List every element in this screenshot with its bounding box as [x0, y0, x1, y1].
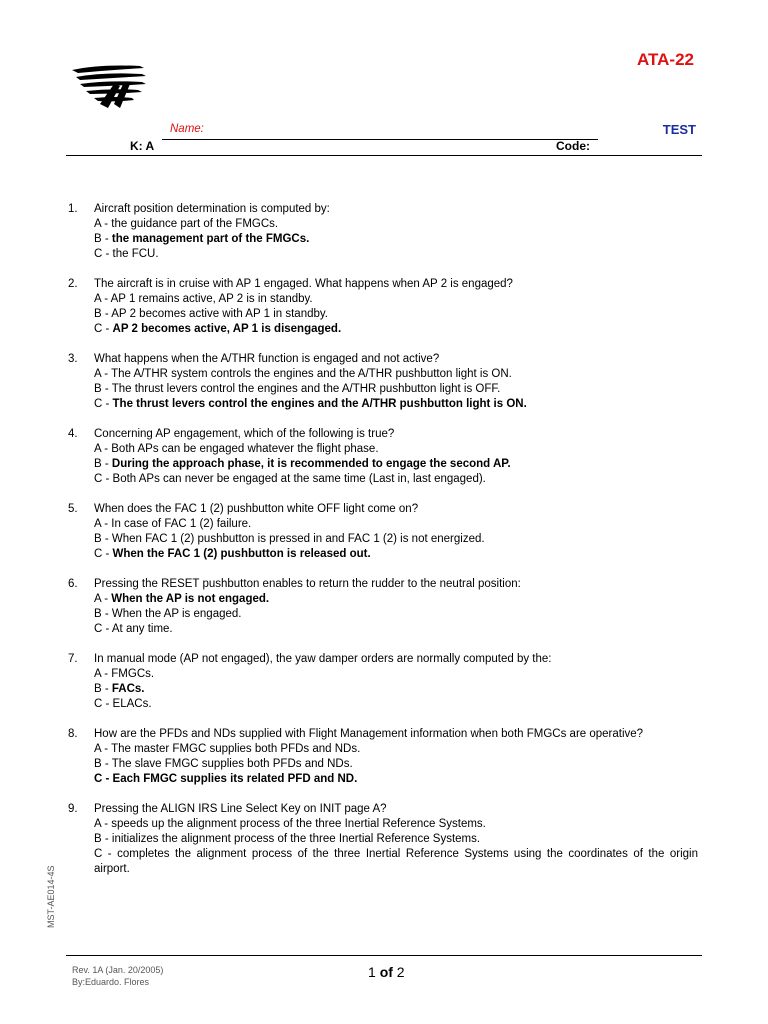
- answer-option-text: When the FAC 1 (2) pushbutton is released out.: [112, 548, 371, 560]
- page-total: 2: [396, 964, 405, 980]
- answer-option-text: completes the alignment process of the three Inertial Reference Systems using the coordinates of the origin airport.: [94, 848, 698, 875]
- answer-option-letter: A -: [94, 443, 112, 455]
- answer-option-letter: A -: [94, 518, 112, 530]
- answer-option-text: the FCU.: [112, 248, 159, 260]
- answer-option-letter: B -: [94, 458, 112, 470]
- question-text: What happens when the A/THR function is engaged and not active?: [94, 353, 440, 365]
- document-code: MST-AE014-4S: [46, 865, 56, 928]
- answer-option: [94, 517, 698, 532]
- answer-option-letter: B -: [94, 758, 112, 770]
- question-text: Concerning AP engagement, which of the following is true?: [94, 428, 395, 440]
- answer-option: [94, 322, 698, 337]
- question-number: 9.: [68, 803, 78, 815]
- question-item: [68, 577, 698, 637]
- answer-option: [94, 442, 698, 457]
- answer-option-text: ELACs.: [112, 698, 152, 710]
- page-current: 1: [368, 964, 376, 980]
- answer-option-text: AP 1 remains active, AP 2 is in standby.: [110, 293, 313, 305]
- answer-option: [94, 772, 698, 787]
- answer-option-letter: A -: [94, 818, 112, 830]
- answer-option-text: FACs.: [111, 683, 145, 695]
- answer-option-text: Each FMGC supplies its related PFD and ND.: [112, 773, 358, 785]
- page-of: of: [379, 964, 393, 980]
- answer-option-letter: C -: [94, 473, 113, 485]
- answer-option-text: In case of FAC 1 (2) failure.: [111, 518, 252, 530]
- question-text: Pressing the RESET pushbutton enables to return the rudder to the neutral position:: [94, 578, 521, 590]
- answer-option-letter: B -: [94, 233, 112, 245]
- answer-option-letter: A -: [94, 593, 112, 605]
- question-body: [94, 352, 698, 412]
- answer-option-text: The A/THR system controls the engines and the A/THR pushbutton light is ON.: [111, 368, 512, 380]
- answer-option-letter: C -: [94, 248, 113, 260]
- answer-option: [94, 817, 698, 832]
- test-label: TEST: [662, 122, 696, 137]
- answer-option-letter: C -: [94, 698, 113, 710]
- answer-option-letter: A -: [94, 743, 112, 755]
- answer-option-text: At any time.: [111, 623, 173, 635]
- answer-option-letter: C -: [94, 773, 113, 785]
- page-number: [368, 964, 405, 980]
- answer-option-letter: B -: [94, 833, 112, 845]
- answer-option-text: AP 2 becomes active, AP 1 is disengaged.: [112, 323, 342, 335]
- question-text: How are the PFDs and NDs supplied with Flight Management information when both FMGCs are operative?: [94, 728, 644, 740]
- question-list: [68, 202, 698, 892]
- question-item: [68, 352, 698, 412]
- answer-option: [94, 232, 698, 247]
- question-text: Aircraft position determination is computed by:: [94, 203, 330, 215]
- answer-option: [94, 307, 698, 322]
- answer-option-text: When the AP is not engaged.: [111, 593, 270, 605]
- answer-option: [94, 217, 698, 232]
- answer-option-letter: C -: [94, 848, 118, 860]
- footer-divider: [66, 955, 702, 956]
- answer-option: [94, 607, 698, 622]
- answer-option-text: the guidance part of the FMGCs.: [111, 218, 279, 230]
- question-item: [68, 202, 698, 262]
- answer-option: [94, 547, 698, 562]
- answer-option-text: The slave FMGC supplies both PFDs and NDs.: [111, 758, 353, 770]
- revision-info: [72, 964, 163, 988]
- answer-option-letter: C -: [94, 623, 112, 635]
- question-number: 1.: [68, 203, 78, 215]
- answer-option: [94, 592, 698, 607]
- name-field-label: Name:: [170, 123, 204, 135]
- answer-option-text: speeds up the alignment process of the three Inertial Reference Systems.: [111, 818, 486, 830]
- answer-option-text: the management part of the FMGCs.: [111, 233, 310, 245]
- answer-option-letter: B -: [94, 683, 112, 695]
- question-body: [94, 577, 698, 637]
- answer-option: [94, 847, 698, 877]
- question-body: [94, 502, 698, 562]
- answer-option-letter: A -: [94, 368, 112, 380]
- answer-option-text: During the approach phase, it is recommended to engage the second AP.: [111, 458, 511, 470]
- answer-option: [94, 532, 698, 547]
- revision-author: By:Eduardo. Flores: [72, 977, 150, 987]
- answer-option-letter: A -: [94, 668, 112, 680]
- code-label: Code:: [556, 139, 590, 153]
- question-number: 6.: [68, 578, 78, 590]
- answer-option-text: FMGCs.: [111, 668, 155, 680]
- answer-option-letter: C -: [94, 548, 113, 560]
- answer-option: [94, 457, 698, 472]
- answer-option-letter: C -: [94, 398, 113, 410]
- answer-option: [94, 397, 698, 412]
- question-body: [94, 652, 698, 712]
- answer-option-text: The thrust levers control the engines and the A/THR pushbutton light is OFF.: [111, 383, 501, 395]
- answer-option-letter: B -: [94, 533, 112, 545]
- company-logo-icon: [70, 64, 150, 110]
- question-body: [94, 277, 698, 337]
- question-text: The aircraft is in cruise with AP 1 engaged. What happens when AP 2 is engaged?: [94, 278, 513, 290]
- answer-option: [94, 472, 698, 487]
- question-item: [68, 727, 698, 787]
- question-body: [94, 802, 698, 877]
- question-number: 4.: [68, 428, 78, 440]
- header-divider: [66, 155, 702, 156]
- question-item: [68, 427, 698, 487]
- question-text: Pressing the ALIGN IRS Line Select Key on INIT page A?: [94, 803, 387, 815]
- question-body: [94, 427, 698, 487]
- answer-option: [94, 682, 698, 697]
- name-field-underline: [162, 139, 598, 140]
- answer-option-text: When FAC 1 (2) pushbutton is pressed in and FAC 1 (2) is not energized.: [111, 533, 485, 545]
- question-item: [68, 652, 698, 712]
- answer-option-text: AP 2 becomes active with AP 1 in standby.: [111, 308, 328, 320]
- answer-option: [94, 832, 698, 847]
- answer-option: [94, 247, 698, 262]
- answer-option: [94, 742, 698, 757]
- question-item: [68, 277, 698, 337]
- question-body: [94, 727, 698, 787]
- question-item: [68, 802, 698, 877]
- answer-option-text: Both APs can be engaged whatever the flight phase.: [111, 443, 379, 455]
- answer-option-letter: A -: [94, 293, 111, 305]
- answer-option-text: initializes the alignment process of the three Inertial Reference Systems.: [111, 833, 481, 845]
- question-text: In manual mode (AP not engaged), the yaw damper orders are normally computed by the:: [94, 653, 552, 665]
- answer-option-text: The thrust levers control the engines and the A/THR pushbutton light is ON.: [112, 398, 527, 410]
- answer-option: [94, 697, 698, 712]
- answer-option-letter: B -: [94, 608, 112, 620]
- question-number: 7.: [68, 653, 78, 665]
- question-number: 2.: [68, 278, 78, 290]
- answer-option-letter: C -: [94, 323, 113, 335]
- question-number: 8.: [68, 728, 78, 740]
- question-body: [94, 202, 698, 262]
- answer-option-text: The master FMGC supplies both PFDs and NDs.: [111, 743, 361, 755]
- answer-option: [94, 367, 698, 382]
- answer-option: [94, 757, 698, 772]
- question-item: [68, 502, 698, 562]
- question-number: 3.: [68, 353, 78, 365]
- answer-option-text: When the AP is engaged.: [111, 608, 242, 620]
- answer-option-letter: A -: [94, 218, 112, 230]
- answer-option: [94, 667, 698, 682]
- answer-option-text: Both APs can never be engaged at the same time (Last in, last engaged).: [112, 473, 486, 485]
- question-text: When does the FAC 1 (2) pushbutton white OFF light come on?: [94, 503, 419, 515]
- answer-option-letter: B -: [94, 383, 112, 395]
- answer-option: [94, 622, 698, 637]
- ata-chapter-label: ATA-22: [637, 50, 694, 69]
- answer-option: [94, 292, 698, 307]
- revision-date: Rev. 1A (Jan. 20/2005): [72, 965, 164, 975]
- question-number: 5.: [68, 503, 78, 515]
- ka-label: K: A: [130, 139, 155, 153]
- answer-option-letter: B -: [94, 308, 112, 320]
- answer-option: [94, 382, 698, 397]
